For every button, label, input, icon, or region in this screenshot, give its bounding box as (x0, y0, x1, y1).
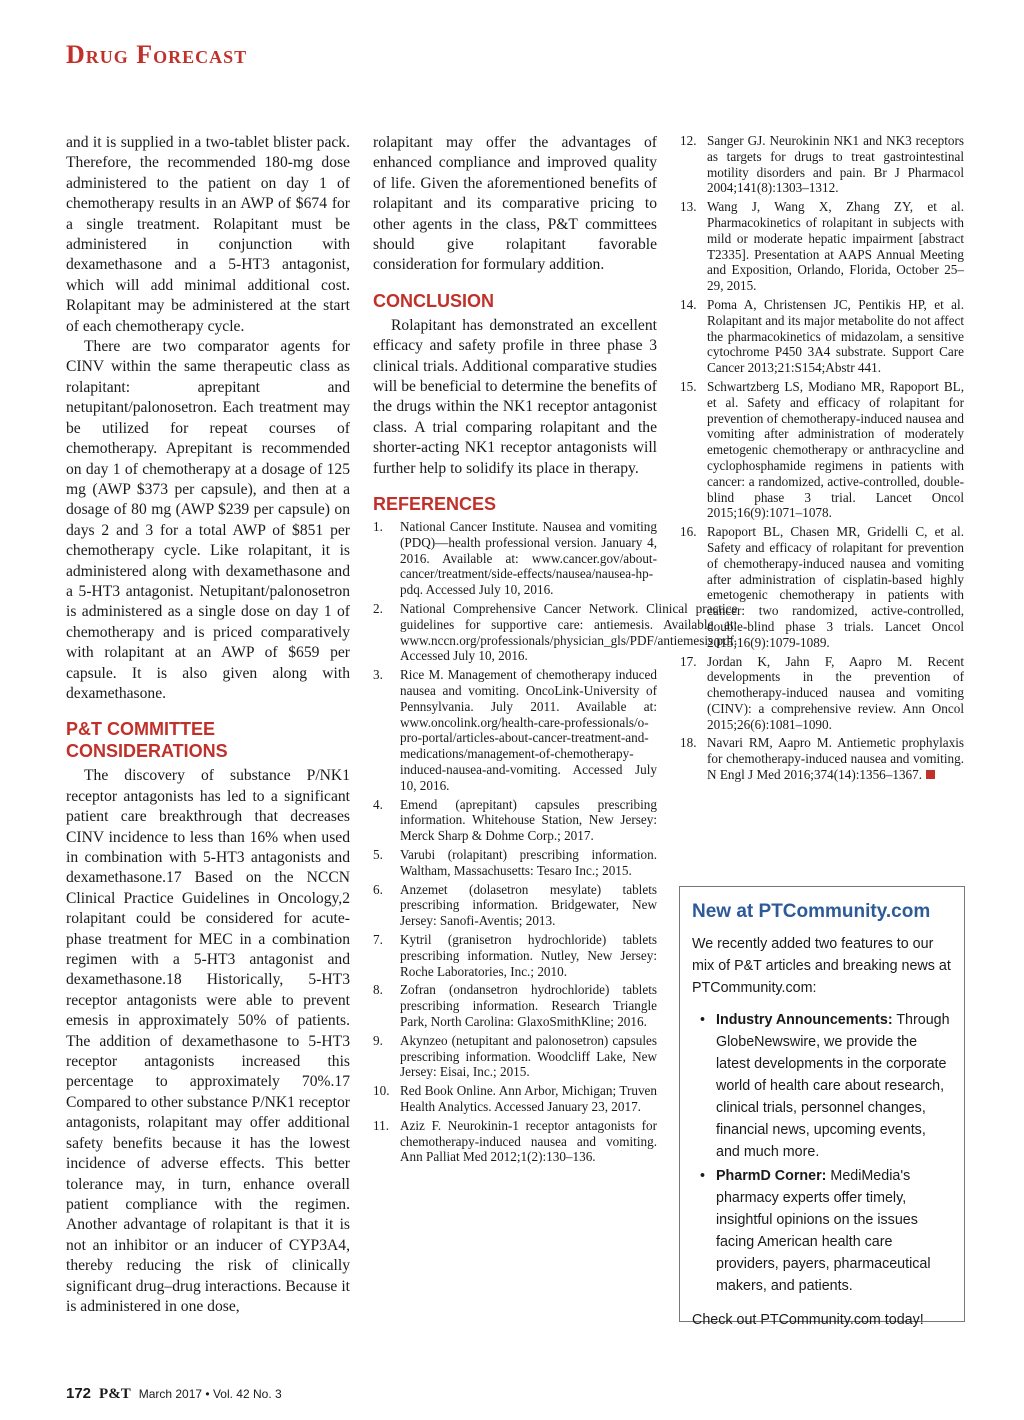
section-heading-references: REFERENCES (373, 494, 497, 515)
reference-item: 3. Rice M. Management of chemotherapy induced nausea and vomiting. OncoLink-University of Pennsylvania. July 2011. Available at: www.oncolink.org/health-care-professionals/o-pro-portal/articles-about-cancer-treatment-and-medications/management-of-chemotherapy-induced-nausea-and-vomiting. Accessed July 10, 2016. (373, 667, 657, 793)
reference-item: 2. National Comprehensive Cancer Network. Clinical practice guidelines for supportive care: antiemesis. Available at: www.nccn.org/professionals/physician_gls/PDF/antiemesis.pdf. Accessed July 10, 2016. (373, 601, 738, 664)
sidebar-title: New at PTCommunity.com (692, 901, 931, 922)
page-number: 172 (66, 1385, 92, 1402)
reference-item: 1. National Cancer Institute. Nausea and vomiting (PDQ)—health professional version. January 4, 2016. Available at: www.cancer.gov/about-cancer/treatment/side-effects/nausea/nausea-hp-pdq. Accessed July 10, 2016. (373, 519, 657, 598)
column-3 (680, 133, 964, 786)
sidebar-feature-list (700, 1009, 952, 1297)
body-paragraph: Rolapitant has demonstrated an excellent efficacy and safety profile in three phase 3 clinical trials. Additional comparative studies will be beneficial to determine the benefits of the drugs within the NK1 receptor antagonist class. A trial comparing rolapitant and the shorter-acting NK1 receptor antagonists will further help to solidify its place in therapy. (373, 316, 657, 477)
reference-item: 12. Sanger GJ. Neurokinin NK1 and NK3 receptors as targets for drugs to treat gastrointestinal motility disorders and pain. Br J Pharmacol 2004;141(8):1303–1312. (680, 133, 964, 196)
reference-item: 7. Kytril (granisetron hydrochloride) tablets prescribing information. Nutley, New Jersey: Roche Laboratories, Inc.; 2010. (373, 932, 657, 979)
issue-info: March 2017 • Vol. 42 No. 3 (138, 1387, 282, 1401)
page-footer (66, 1385, 282, 1403)
reference-item: 18. Navari RM, Aapro M. Antiemetic prophylaxis for chemotherapy-induced nausea and vomiting. N Engl J Med 2016;374(14):1356–1367. (680, 735, 964, 783)
sidebar-intro: We recently added two features to our mix of P&T articles and breaking news at PTCommunity.com: (692, 936, 951, 996)
ptcommunity-sidebar-box (679, 886, 965, 1328)
reference-item: 4. Emend (aprepitant) capsules prescribing information. Whitehouse Station, New Jersey: Merck Sharp & Dohme Corp.; 2017. (373, 796, 657, 844)
reference-item: 5. Varubi (rolapitant) prescribing information. Waltham, Massachusetts: Tesaro Inc.; 2015. (373, 847, 657, 878)
section-banner: Drug Forecast (66, 40, 248, 69)
column-2 (373, 133, 738, 1168)
body-paragraph: and it is supplied in a two-tablet blister pack. Therefore, the recommended 180-mg dose administered to the patient on day 1 of chemotherapy results in an AWP of $674 for a single treatment. Rolapitant must be administered in conjunction with dexamethasone and a 5-HT3 antagonist, which will add minimal additional cost. Rolapitant may be administered at the start of each chemotherapy cycle. (66, 134, 350, 335)
reference-item: 9. Akynzeo (netupitant and palonosetron) capsules prescribing information. Woodcliff Lake, New Jersey: Eisai, Inc.; 2015. (373, 1032, 657, 1080)
references-list-b (680, 133, 964, 783)
references-list-a (373, 519, 738, 1165)
body-paragraph: The discovery of substance P/NK1 receptor antagonists has led to a significant patient care breakthrough that decreases CINV incidence to less than 16% when used in combination with 5-HT3 antagonists and dexamethasone.17 Based on the NCCN Clinical Practice Guidelines in Oncology,2 rolapitant could be considered for acute-phase treatment for MEC in a combination regimen with a 5-HT3 antagonist and dexamethasone.18 Historically, 5-HT3 receptor antagonists were able to prevent emesis in approximately 50% of patients. The addition of dexamethasone to 5-HT3 receptor antagonists increased this percentage to approximately 70%.17 Compared to other substance P/NK1 receptor antagonists, rolapitant may offer additional safety benefits because it has the lowest incidence of adverse effects. This better tolerance may, in turn, enhance overall patient compliance with the regimen. Another advantage of rolapitant is that it is not an inhibitor or an inducer of CYP3A4, thereby reducing the risk of clinically significant drug–drug interactions. Because it is administered in one dose, (66, 767, 350, 1315)
reference-item: 10. Red Book Online. Ann Arbor, Michigan; Truven Health Analytics. Accessed January 23, 2017. (373, 1083, 657, 1114)
bullet-icon: • (700, 1012, 706, 1028)
reference-item: 13. Wang J, Wang X, Zhang ZY, et al. Pharmacokinetics of rolapitant in subjects with mild or moderate hepatic impairment [abstract T2335]. Presentation at AAPS Annual Meeting and Exposition, Orlando, Florida, October 25–29, 2015. (680, 199, 964, 294)
column-1 (66, 133, 350, 1317)
sidebar-feature-item: • PharmD Corner: MediMedia's pharmacy experts offer timely, insightful opinions on the issues facing American health care providers, payers, pharmaceutical makers, and patients. (700, 1165, 952, 1297)
reference-item: 8. Zofran (ondansetron hydrochloride) tablets prescribing information. Research Triangle Park, North Carolina: GlaxoSmithKline; 2016. (373, 982, 657, 1029)
end-of-article-marker-icon (926, 770, 935, 779)
journal-name: P&T (99, 1386, 131, 1402)
bullet-icon: • (700, 1168, 706, 1184)
reference-item: 15. Schwartzberg LS, Modiano MR, Rapoport BL, et al. Safety and efficacy of rolapitant for prevention of chemotherapy-induced nausea and vomiting after administration of moderately emetogenic chemotherapy or anthracycline and cyclophosphamide regimens in patients with cancer: a randomized, active-controlled, double-blind phase 3 trial. Lancet Oncol 2015;16(9):1071–1078. (680, 378, 964, 521)
section-heading-committee: P&T COMMITTEE CONSIDERATIONS (66, 719, 228, 762)
reference-item: 17. Jordan K, Jahn F, Aapro M. Recent developments in the prevention of chemotherapy-induced nausea and vomiting (CINV): a comprehensive review. Ann Oncol 2015;26(6):1081–1090. (680, 653, 964, 732)
section-heading-conclusion: CONCLUSION (373, 290, 494, 311)
body-paragraph: rolapitant may offer the advantages of enhanced compliance and improved quality of life. Given the aforementioned benefits of rolapitant and its comparative pricing to other agents in the class, P&T committees should give rolapitant favorable consideration for formulary addition. (373, 134, 657, 274)
reference-item: 11. Aziz F. Neurokinin-1 receptor antagonists for chemotherapy-induced nausea and vomiting. Ann Palliat Med 2012;1(2):130–136. (373, 1117, 657, 1165)
reference-item: 16. Rapoport BL, Chasen MR, Gridelli C, et al. Safety and efficacy of rolapitant for prevention of chemotherapy-induced nausea and vomiting after administration of cisplatin-based highly emetogenic chemotherapy in patients with cancer: two randomized, active-controlled, double-blind phase 3 trials. Lancet Oncol 2015;16(9):1079-1089. (680, 524, 964, 650)
sidebar-feature-item: • Industry Announcements: Through GlobeNewswire, we provide the latest developments in the corporate world of health care about research, clinical trials, personnel changes, financial news, upcoming events, and much more. (700, 1009, 952, 1163)
body-paragraph: There are two comparator agents for CINV within the same therapeutic class as rolapitant: aprepitant and netupitant/palonosetron. Each treatment may be utilized for repeat courses of chemotherapy. Aprepitant is recommended on day 1 of chemotherapy at a dosage of 125 mg (AWP $373 per capsule), and then at a dosage of 80 mg (AWP $239 per capsule) on days 2 and 3 for a total AWP of $851 per chemotherapy cycle. Like rolapitant, it is administered along with dexamethasone and a 5-HT3 antagonist. Netupitant/palonosetron is administered as a single dose on day 1 of chemotherapy and is priced comparatively with rolapitant at an AWP of $659 per capsule. It is also given along with dexamethasone. (66, 338, 350, 702)
reference-item: 6. Anzemet (dolasetron mesylate) tablets prescribing information. Bridgewater, New Jersey: Sanofi-Aventis; 2013. (373, 881, 657, 929)
reference-item: 14. Poma A, Christensen JC, Pentikis HP, et al. Rolapitant and its major metabolite do not affect the pharmacokinetics of midazolam, a sensitive cytochrome P450 3A4 substrate. Support Care Cancer 2013;21:S154;Abstr 441. (680, 296, 964, 376)
sidebar-closing: Check out PTCommunity.com today! (692, 1312, 924, 1328)
